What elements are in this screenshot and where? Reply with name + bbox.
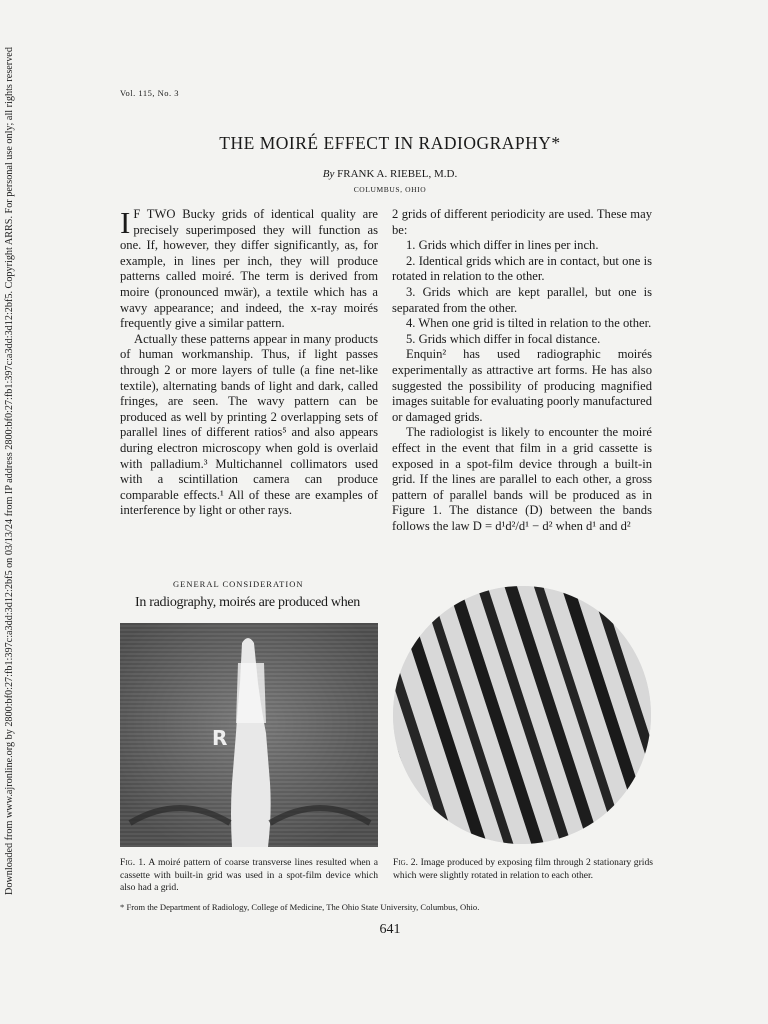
figure-2-caption	[393, 857, 653, 882]
list-item-4: 4. When one grid is tilted in relation to the other.	[406, 316, 652, 331]
radiograph-image	[120, 623, 378, 847]
list-item-3: 3. Grids which are kept parallel, but one is separated from the other.	[392, 284, 652, 315]
volume-number: Vol. 115, No. 3	[120, 88, 179, 98]
page-number: 641	[379, 922, 401, 937]
figure-2-caption-text: Image produced by exposing film through 2 stationary grids which were slightly rotated in relation to each other.	[393, 857, 653, 881]
figure-1-radiograph	[120, 623, 378, 847]
paragraph-2: Actually these patterns appear in many products of human workmanship. Thus, if light passes through 2 or more layers of tulle (a fine net-like textile), alternating bands of light and dark, called fringes, are seen. The wavy pattern can be produced as well by printing 2 overlapping sets of parallel lines of different ratios⁵ and also appears during electron microscopy when gold is overlaid with palladium.³ Multichannel collimators used with a scintillation camera can produce comparable effects.¹ All of these are examples of interference by light or other rays.	[120, 331, 378, 518]
figure-2-label: Fig. 2.	[393, 857, 418, 868]
footnote: * From the Department of Radiology, College of Medicine, The Ohio State University, Columbus, Ohio.	[120, 902, 480, 912]
moire-image	[393, 586, 651, 844]
journal-page	[40, 20, 740, 1020]
figure-2-moire-circle	[393, 586, 651, 844]
right-paragraph-3: The radiologist is likely to encounter the moiré effect in the event that film in a grid cassette is exposed in a spot-film device through a built-in grid. If the lines are parallel to each other, a gross pattern of parallel bands will be produced as in Figure 1. The distance (D) between the bands follows the law D = d¹d²/d¹ − d² when d¹ and d²	[392, 425, 652, 533]
list-item-5: 5. Grids which differ in focal distance.	[406, 331, 601, 346]
left-column	[120, 207, 378, 519]
figure-1-caption-text: A moiré pattern of coarse transverse lines resulted when a cassette with built-in grid was used in a spot-film device which also had a grid.	[120, 857, 378, 894]
byline-by: By	[322, 168, 335, 180]
byline	[40, 168, 740, 180]
list-item-1: 1. Grids which differ in lines per inch.	[406, 238, 599, 253]
list-item-2: 2. Identical grids which are in contact, but one is rotated in relation to the other.	[392, 253, 652, 284]
section-first-line: In radiography, moirés are produced when	[135, 595, 361, 610]
right-column	[392, 207, 652, 534]
figure-1-label: Fig. 1.	[120, 857, 146, 868]
affiliation: COLUMBUS, OHIO	[353, 185, 427, 194]
author-name: FRANK A. RIEBEL, M.D.	[337, 168, 458, 180]
section-heading: GENERAL CONSIDERATION	[173, 579, 304, 589]
article-title: THE MOIRÉ EFFECT IN RADIOGRAPHY*	[219, 133, 561, 153]
drop-cap: I	[120, 205, 131, 240]
right-paragraph-2: Enquin² has used radiographic moirés experimentally as attractive art forms. He has also suggested the possibility of producing magnified images suitable for evaluating poorly manufactured or damaged grids.	[392, 347, 652, 424]
svg-text:R: R	[212, 726, 228, 750]
right-paragraph-1: 2 grids of different periodicity are used. These may be:	[392, 207, 652, 237]
intro-paragraph	[120, 207, 378, 332]
download-notice: Downloaded from www.ajronline.org by 2800:bf0:27:fb1:397c:a3dd:3d12:2bf5 on 03/13/24 from IP address 2800:bf0:27:fb1:397c:a3dd:3d12:2bf5. Copyright ARRS. For personal use only; all rights reserved	[4, 47, 15, 895]
figure-1-caption	[120, 857, 378, 895]
intro-text: F TWO Bucky grids of identical quality are precisely superimposed they will function as one. If, however, they differ significantly, as, for example, in lines per inch, they will produce patterns called moiré. The term is derived from moire (pronounced mwär), a textile which has a wavy appearance; and indeed, the x-ray moirés frequently give a similar pattern.	[120, 207, 378, 331]
